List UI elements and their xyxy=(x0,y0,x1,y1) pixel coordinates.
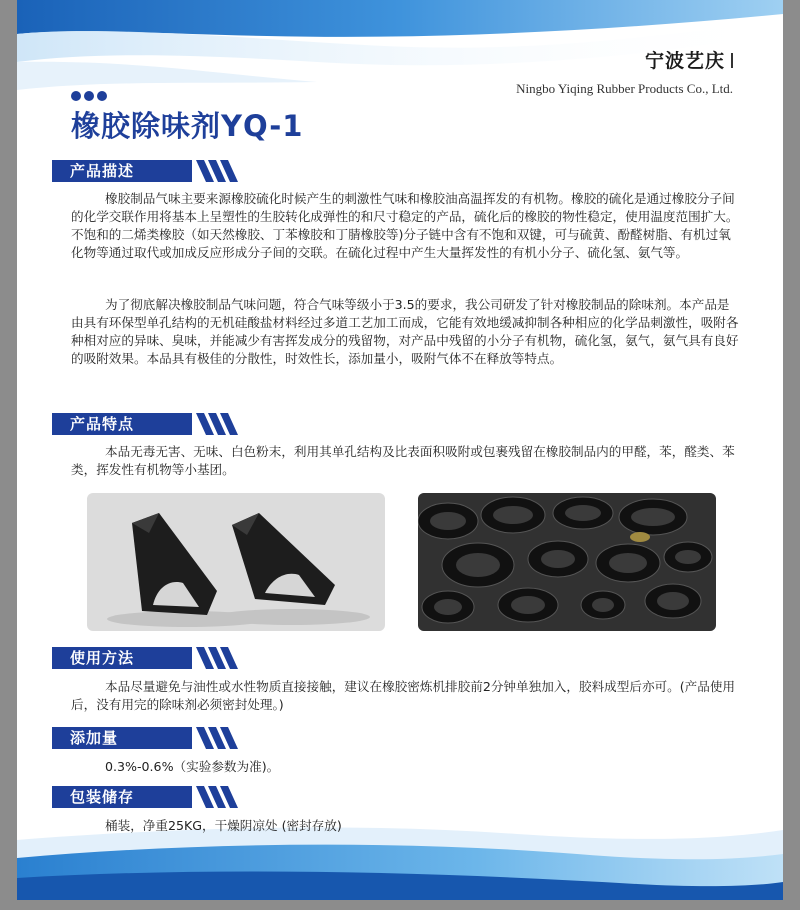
rubber-rings-image xyxy=(418,493,716,631)
company-name-en: Ningbo Yiqing Rubber Products Co., Ltd. xyxy=(516,81,733,96)
stripes-icon xyxy=(190,727,250,749)
section-label: 产品特点 xyxy=(52,413,192,435)
stripes-icon xyxy=(190,413,250,435)
section-label: 包装储存 xyxy=(52,786,192,808)
company-block xyxy=(516,46,733,97)
divider-bar xyxy=(731,53,733,68)
poster-page xyxy=(17,0,783,900)
stripes-icon xyxy=(190,786,250,808)
stripes-icon xyxy=(190,647,250,669)
dosage-paragraph: 0.3%-0.6%（实验参数为准)。 xyxy=(105,759,280,774)
title-dots xyxy=(71,86,110,105)
page-title: 橡胶除味剂YQ-1 xyxy=(71,109,304,143)
description-paragraph-2: 为了彻底解决橡胶制品气味问题，符合气味等级小于3.5的要求，我公司研发了针对橡胶制品的除味剂。本产品是由具有环保型单孔结构的无机硅酸盐材料经过多道工艺加工而成，它能有效地缓减抑制各种相应的化学品刺激性，吸附各种相对应的异味、臭味，并能减少有害挥发成分的残留物，对产品中残留的小分子有机物，硫化氢，氨气，氨气具有良好的吸附效果。本品具有极佳的分散性，时效性长，添加量小，吸附气体不在释放等特点。 xyxy=(71,297,739,366)
section-label: 使用方法 xyxy=(52,647,192,669)
rubber-strips-image xyxy=(87,493,385,631)
section-label: 添加量 xyxy=(52,727,192,749)
section-label: 产品描述 xyxy=(52,160,192,182)
packaging-paragraph: 桶装，净重25KG，干燥阴凉处 (密封存放) xyxy=(105,818,342,833)
bottom-wave-band xyxy=(17,800,783,900)
company-name-cn: 宁波艺庆 xyxy=(516,46,733,73)
stripes-icon xyxy=(190,160,250,182)
description-paragraph-1: 橡胶制品气味主要来源橡胶硫化时候产生的刺激性气味和橡胶油高温挥发的有机物。橡胶的硫化是通过橡胶分子间的化学交联作用将基本上呈塑性的生胶转化成弹性的和尺寸稳定的产品，硫化后的橡胶的物性稳定，使用温度范围扩大。不饱和的二烯类橡胶（如天然橡胶、丁苯橡胶和丁腈橡胶等)分子链中含有不饱和双键，可与硫黄、酚醛树脂、有机过氧化物等通过取代或加成反应形成分子间的交联。在硫化过程中产生大量挥发性的有机小分子、硫化氢、氨气等。 xyxy=(71,191,739,260)
features-paragraph: 本品无毒无害、无味、白色粉末，利用其单孔结构及比表面积吸附或包裹残留在橡胶制品内的甲醛，苯，醛类、苯类，挥发性有机物等小基团。 xyxy=(71,444,735,477)
usage-paragraph: 本品尽量避免与油性或水性物质直接接触，建议在橡胶密炼机排胶前2分钟单独加入，胶料成型后亦可。(产品使用后，没有用完的除味剂必须密封处理。) xyxy=(71,679,736,712)
